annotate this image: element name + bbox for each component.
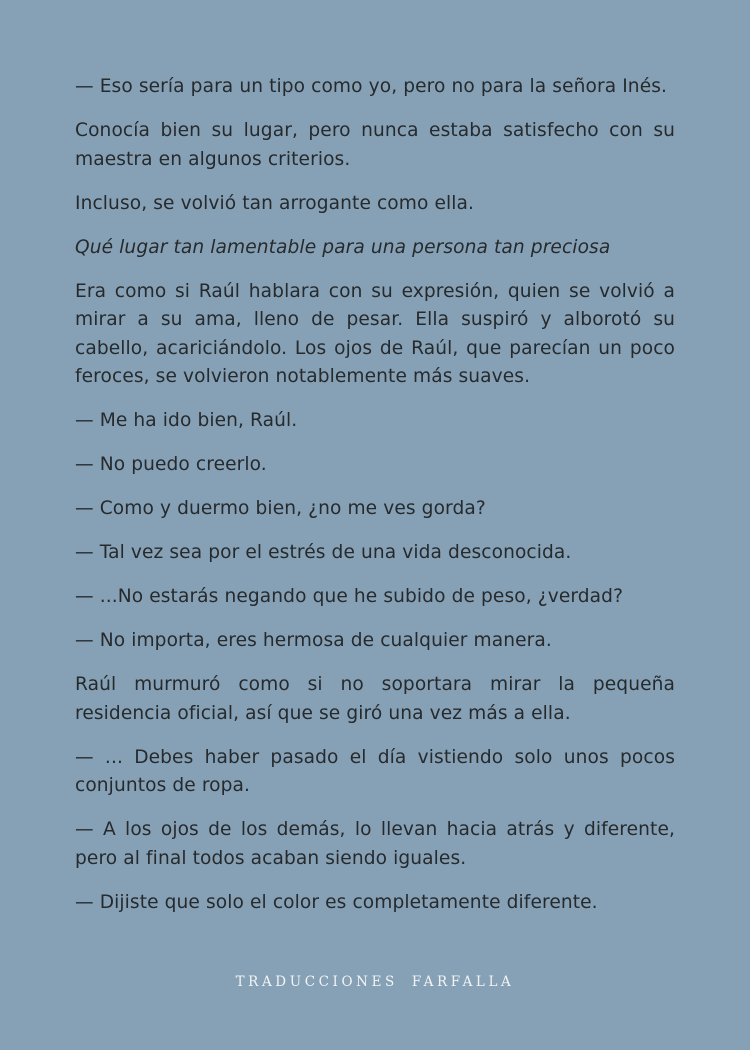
- dialogue-line: — Como y duermo bien, ¿no me ves gorda?: [75, 498, 486, 519]
- dialogue-line: — Dijiste que solo el color es completamente diferente.: [75, 891, 598, 913]
- paragraph: — Eso sería para un tipo como yo, pero no para la señora Inés.: [75, 76, 668, 97]
- dialogue-line: — Tal vez sea por el estrés de una vida desconocida.: [75, 542, 572, 563]
- dialogue-line: — Me ha ido bien, Raúl.: [75, 410, 298, 431]
- italic-paragraph: Qué lugar tan lamentable para una persona tan preciosa: [75, 236, 611, 258]
- footer-word-2: FARFALLA: [411, 974, 515, 990]
- paragraph: Conocía bien su lugar, pero nunca estaba satisfecho con su maestra en algunos criterios.: [75, 120, 675, 170]
- dialogue-line: — ...No estarás negando que he subido de peso, ¿verdad?: [75, 586, 624, 607]
- footer-credit: [0, 974, 750, 990]
- dialogue-line: — No importa, eres hermosa de cualquier manera.: [75, 630, 552, 651]
- paragraph: Raúl murmuró como si no soportara mirar la pequeña residencia oficial, así que se giró una vez más a ella.: [75, 674, 675, 724]
- dialogue-line: — ... Debes haber pasado el día vistiendo solo unos pocos conjuntos de ropa.: [75, 746, 675, 796]
- paragraph: Era como si Raúl hablara con su expresión, quien se volvió a mirar a su ama, lleno de pesar. Ella suspiró y alborotó su cabello, acariciándolo. Los ojos de Raúl, que parecían un poco feroces, se volvieron notablemente más suaves.: [75, 280, 675, 387]
- paragraph: Incluso, se volvió tan arrogante como ella.: [75, 192, 475, 214]
- footer-word-1: TRADUCCIONES: [235, 974, 398, 990]
- dialogue-line: — A los ojos de los demás, lo llevan hacia atrás y diferente, pero al final todos acaban siendo iguales.: [75, 819, 675, 869]
- document-body: [75, 73, 675, 933]
- dialogue-line: — No puedo creerlo.: [75, 454, 267, 475]
